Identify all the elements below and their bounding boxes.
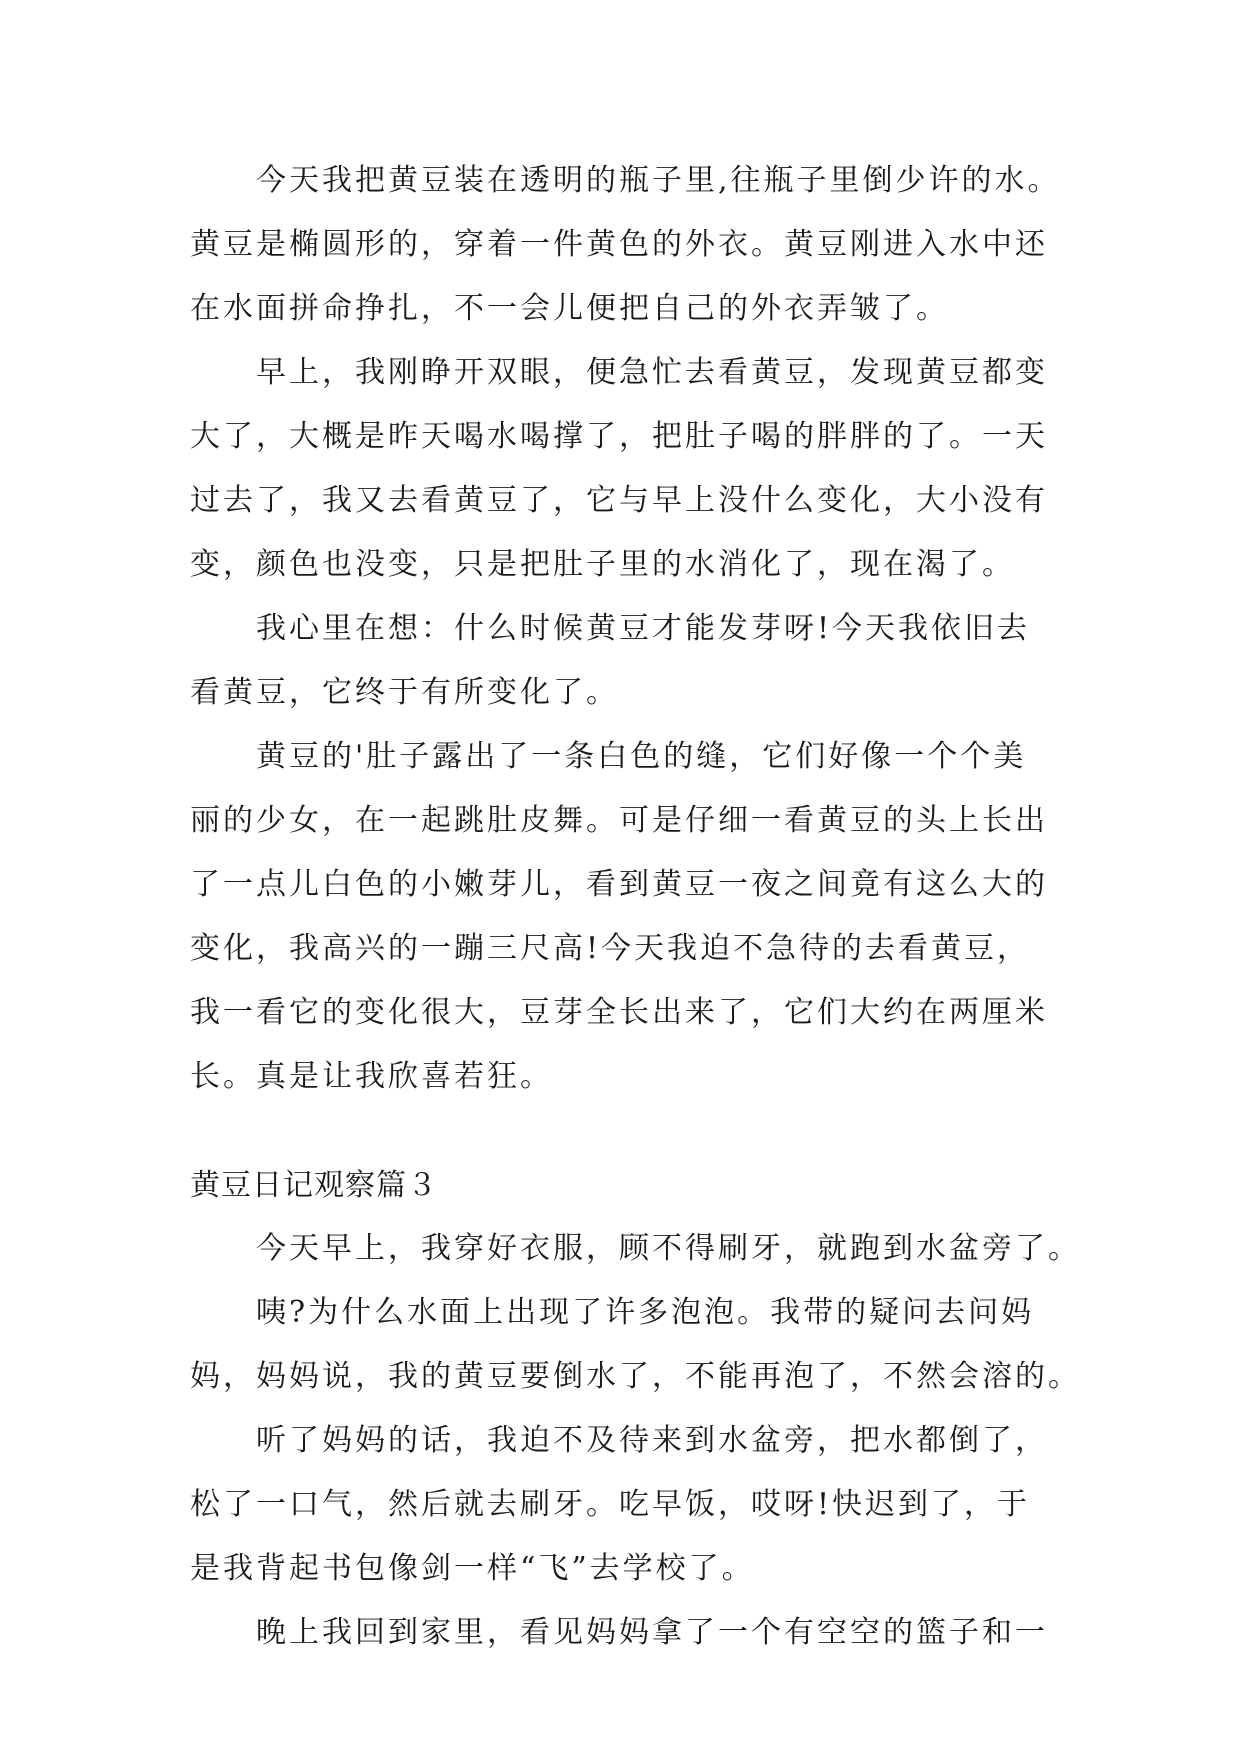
- text-line: 晚上我回到家里，看见妈妈拿了一个有空空的篮子和一: [256, 1615, 1048, 1650]
- text-line: 今天我把黄豆装在透明的瓶子里,往瓶子里倒少许的水。: [256, 163, 1061, 198]
- text-line: 长。真是让我欣喜若狂。: [190, 1059, 553, 1094]
- text-line: 黄豆的'肚子露出了一条白色的缝，它们好像一个个美: [256, 739, 1027, 774]
- text-line: 黄豆是椭圆形的，穿着一件黄色的外衣。黄豆刚进入水中还: [190, 227, 1048, 262]
- text-line: 我心里在想：什么时候黄豆才能发芽呀!今天我依旧去: [256, 611, 1031, 646]
- section-heading: 黄豆日记观察篇３: [190, 1168, 438, 1203]
- text-line: 妈，妈妈说，我的黄豆要倒水了，不能再泡了，不然会溶的。: [190, 1359, 1081, 1394]
- text-line: 变化，我高兴的一蹦三尺高!今天我迫不急待的去看黄豆，: [190, 931, 1031, 966]
- text-line: 是我背起书包像剑一样“飞”去学校了。: [190, 1551, 755, 1586]
- text-line: 看黄豆，它终于有所变化了。: [190, 675, 619, 710]
- text-line: 大了，大概是昨天喝水喝撑了，把肚子喝的胖胖的了。一天: [190, 419, 1048, 454]
- text-line: 过去了，我又去看黄豆了，它与早上没什么变化，大小没有: [190, 483, 1048, 518]
- text-line: 在水面拼命挣扎，不一会儿便把自己的外衣弄皱了。: [190, 291, 949, 326]
- text-line: 咦?为什么水面上出现了许多泡泡。我带的疑问去问妈: [256, 1295, 1035, 1330]
- text-line: 我一看它的变化很大，豆芽全长出来了，它们大约在两厘米: [190, 995, 1048, 1030]
- text-line: 了一点儿白色的小嫩芽儿，看到黄豆一夜之间竟有这么大的: [190, 867, 1048, 902]
- text-line: 今天早上，我穿好衣服，顾不得刷牙，就跑到水盆旁了。: [256, 1231, 1081, 1266]
- text-line: 松了一口气，然后就去刷牙。吃早饭，哎呀!快迟到了，于: [190, 1487, 1031, 1522]
- text-line: 早上，我刚睁开双眼，便急忙去看黄豆，发现黄豆都变: [256, 355, 1048, 390]
- text-line: 听了妈妈的话，我迫不及待来到水盆旁，把水都倒了，: [256, 1423, 1048, 1458]
- text-line: 变，颜色也没变，只是把肚子里的水消化了，现在渴了。: [190, 547, 1015, 582]
- text-line: 丽的少女，在一起跳肚皮舞。可是仔细一看黄豆的头上长出: [190, 803, 1048, 838]
